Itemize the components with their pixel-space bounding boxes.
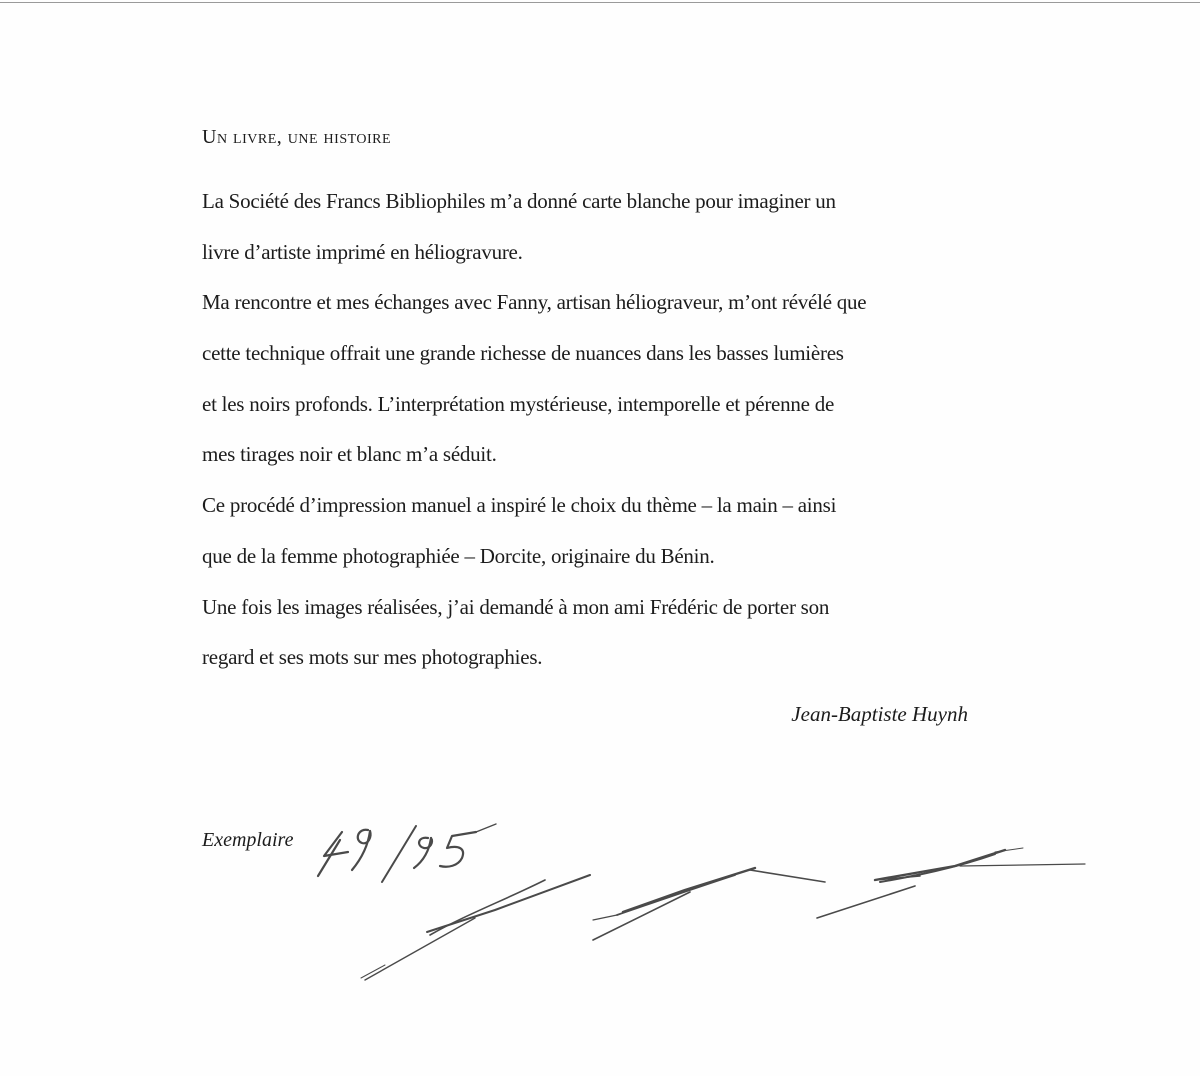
section-heading: Un livre, une histoire (202, 126, 392, 148)
text-line: et les noirs profonds. L’interprétation mystérieuse, intemporelle et pérenne de (202, 391, 835, 416)
text-line: mes tirages noir et blanc m’a séduit. (202, 442, 497, 467)
text-line: La Société des Francs Bibliophiles m’a donné carte blanche pour imaginer un (202, 189, 836, 213)
body-paragraph (202, 176, 982, 683)
text-line: regard et ses mots sur mes photographies. (202, 645, 543, 670)
edition-label: Exemplaire (202, 829, 294, 851)
author-name: Jean-Baptiste Huynh (791, 702, 968, 726)
top-rule (0, 2, 1200, 3)
text-line: Ma rencontre et mes échanges avec Fanny, artisan héliograveur, m’ont révélé que (202, 290, 867, 315)
artist-signature-handwriting (355, 840, 1095, 990)
text-line: Une fois les images réalisées, j’ai demandé à mon ami Frédéric de porter son (202, 594, 830, 619)
text-line: Ce procédé d’impression manuel a inspiré le choix du thème – la main – ainsi (202, 493, 837, 518)
text-line: cette technique offrait une grande richesse de nuances dans les basses lumières (202, 341, 844, 366)
text-line: livre d’artiste imprimé en héliogravure. (202, 239, 523, 264)
text-line: que de la femme photographiée – Dorcite, originaire du Bénin. (202, 543, 715, 568)
